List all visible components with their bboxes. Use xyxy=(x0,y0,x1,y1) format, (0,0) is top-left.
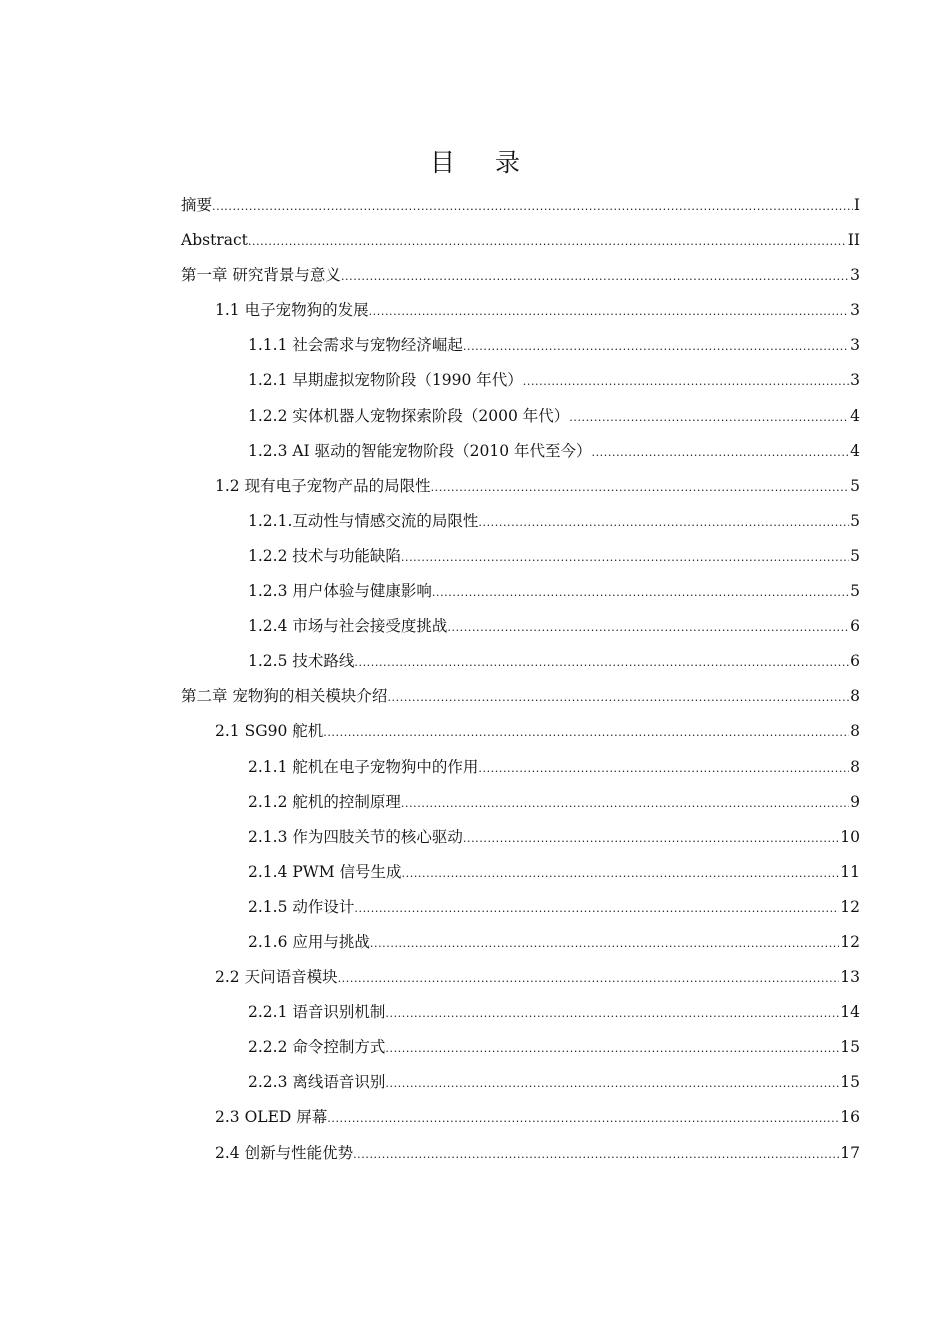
toc-leader-dots xyxy=(463,821,839,856)
toc-entry-text: 2.2 天问语音模块 xyxy=(215,968,338,987)
toc-leader-dots xyxy=(323,715,849,750)
toc-entry-text: 第二章 宠物狗的相关模块介绍 xyxy=(181,687,388,706)
toc-title: 目录 xyxy=(429,148,560,177)
toc-page-number: 16 xyxy=(840,1108,860,1127)
toc-entry-text: Abstract xyxy=(181,231,248,250)
toc-entry-text: 1.1 电子宠物狗的发展 xyxy=(215,301,369,320)
toc-leader-dots xyxy=(385,996,839,1031)
toc-leader-dots xyxy=(478,751,849,786)
toc-entry[interactable] xyxy=(181,539,860,574)
toc-entry[interactable] xyxy=(181,750,860,785)
toc-entry[interactable] xyxy=(181,995,860,1030)
toc-leader-dots xyxy=(569,400,849,435)
toc-entry-text: 2.1.2 舵机的控制原理 xyxy=(248,792,401,811)
toc-page-number: 12 xyxy=(840,932,860,951)
toc-page-number: 3 xyxy=(850,371,860,390)
toc-entry[interactable] xyxy=(181,258,860,293)
toc-entry[interactable] xyxy=(181,363,860,398)
toc-leader-dots xyxy=(431,470,850,505)
toc-leader-dots xyxy=(353,1137,839,1172)
toc-page-number: 4 xyxy=(850,441,860,460)
toc-entry[interactable] xyxy=(181,609,860,644)
toc-page-number: 9 xyxy=(850,792,860,811)
toc-leader-dots xyxy=(385,1066,839,1101)
toc-leader-dots xyxy=(447,610,849,645)
toc-leader-dots xyxy=(341,259,849,294)
toc-entry-text: 1.2.3 用户体验与健康影响 xyxy=(248,582,432,601)
toc-page-number: 3 xyxy=(850,266,860,285)
toc-leader-dots xyxy=(369,294,850,329)
toc-page-number: 5 xyxy=(850,511,860,530)
toc-page-number: 15 xyxy=(840,1038,860,1057)
toc-page-number: 14 xyxy=(840,1003,860,1022)
toc-entry[interactable] xyxy=(181,644,860,679)
toc-page-number: 8 xyxy=(850,722,860,741)
toc-entry[interactable] xyxy=(181,434,860,469)
toc-entry[interactable] xyxy=(181,399,860,434)
toc-entry-text: 2.2.3 离线语音识别 xyxy=(248,1073,386,1092)
toc-page-number: 12 xyxy=(840,897,860,916)
toc-entry-text: 2.1 SG90 舵机 xyxy=(215,722,324,741)
toc-entry[interactable] xyxy=(181,1136,860,1171)
toc-entry[interactable] xyxy=(181,960,860,995)
toc-entry[interactable] xyxy=(181,504,860,539)
table-of-contents xyxy=(181,188,860,1171)
toc-leader-dots xyxy=(248,224,847,259)
toc-leader-dots xyxy=(591,435,849,470)
toc-leader-dots xyxy=(338,961,840,996)
toc-entry[interactable] xyxy=(181,1065,860,1100)
toc-entry-text: 2.2.1 语音识别机制 xyxy=(248,1003,386,1022)
toc-page-number: 5 xyxy=(850,476,860,495)
toc-page-number: 3 xyxy=(850,301,860,320)
toc-entry[interactable] xyxy=(181,1100,860,1135)
toc-entry[interactable] xyxy=(181,820,860,855)
toc-page-number: 17 xyxy=(840,1143,860,1162)
toc-entry[interactable] xyxy=(181,223,860,258)
toc-page-number: 15 xyxy=(840,1073,860,1092)
toc-entry[interactable] xyxy=(181,574,860,609)
toc-page-number: 5 xyxy=(850,546,860,565)
toc-leader-dots xyxy=(478,505,849,540)
toc-entry[interactable] xyxy=(181,469,860,504)
toc-page-number: 8 xyxy=(850,687,860,706)
toc-entry-text: 2.1.1 舵机在电子宠物狗中的作用 xyxy=(248,757,479,776)
toc-page-number: 10 xyxy=(840,827,860,846)
toc-entry-text: 1.2.4 市场与社会接受度挑战 xyxy=(248,617,448,636)
toc-entry-text: 1.1.1 社会需求与宠物经济崛起 xyxy=(248,336,463,355)
toc-page-number: 5 xyxy=(850,582,860,601)
toc-entry-text: 2.1.6 应用与挑战 xyxy=(248,932,370,951)
toc-page-number: 13 xyxy=(840,968,860,987)
toc-entry-text: 1.2.1.互动性与情感交流的局限性 xyxy=(248,511,479,530)
toc-leader-dots xyxy=(523,364,849,399)
toc-entry-text: 摘要 xyxy=(181,196,213,214)
toc-entry-text: 1.2.1 早期虚拟宠物阶段（1990 年代） xyxy=(248,371,523,390)
toc-leader-dots xyxy=(401,540,849,575)
toc-leader-dots xyxy=(463,329,849,364)
toc-entry-text: 1.2.3 AI 驱动的智能宠物阶段（2010 年代至今） xyxy=(248,441,592,460)
toc-entry-text: 2.1.3 作为四肢关节的核心驱动 xyxy=(248,827,463,846)
toc-entry[interactable] xyxy=(181,293,860,328)
toc-entry-text: 1.2.2 实体机器人宠物探索阶段（2000 年代） xyxy=(248,406,570,425)
toc-leader-dots xyxy=(387,680,849,715)
toc-leader-dots xyxy=(432,575,849,610)
toc-leader-dots xyxy=(354,645,849,680)
toc-entry-text: 1.2.5 技术路线 xyxy=(248,652,355,671)
toc-entry-text: 1.2 现有电子宠物产品的局限性 xyxy=(215,476,431,495)
toc-entry[interactable] xyxy=(181,785,860,820)
toc-page-number: 3 xyxy=(850,336,860,355)
toc-entry-text: 2.1.5 动作设计 xyxy=(248,897,355,916)
toc-entry-text: 2.1.4 PWM 信号生成 xyxy=(248,862,402,881)
toc-page-number: 6 xyxy=(850,617,860,636)
toc-entry-text: 2.3 OLED 屏幕 xyxy=(215,1108,328,1127)
toc-page-number: 11 xyxy=(840,862,860,881)
toc-leader-dots xyxy=(327,1101,839,1136)
toc-entry[interactable] xyxy=(181,714,860,749)
toc-entry[interactable] xyxy=(181,188,860,223)
toc-entry[interactable] xyxy=(181,925,860,960)
toc-page-number: 8 xyxy=(850,757,860,776)
toc-page-number: 6 xyxy=(850,652,860,671)
toc-leader-dots xyxy=(354,891,839,926)
toc-entry[interactable] xyxy=(181,890,860,925)
toc-entry-text: 1.2.2 技术与功能缺陷 xyxy=(248,546,401,565)
toc-entry[interactable] xyxy=(181,1030,860,1065)
toc-leader-dots xyxy=(385,1031,839,1066)
toc-entry-text: 2.2.2 命令控制方式 xyxy=(248,1038,386,1057)
toc-leader-dots xyxy=(370,926,839,961)
toc-page-number: 4 xyxy=(850,406,860,425)
toc-entry[interactable] xyxy=(181,679,860,714)
toc-entry[interactable] xyxy=(181,328,860,363)
toc-leader-dots xyxy=(401,786,849,821)
toc-page-number: II xyxy=(847,231,860,250)
toc-leader-dots xyxy=(402,856,840,891)
toc-page-number: I xyxy=(853,196,860,214)
toc-entry-text: 第一章 研究背景与意义 xyxy=(181,266,341,285)
toc-entry[interactable] xyxy=(181,855,860,890)
toc-leader-dots xyxy=(212,189,853,224)
toc-entry-text: 2.4 创新与性能优势 xyxy=(215,1143,354,1162)
